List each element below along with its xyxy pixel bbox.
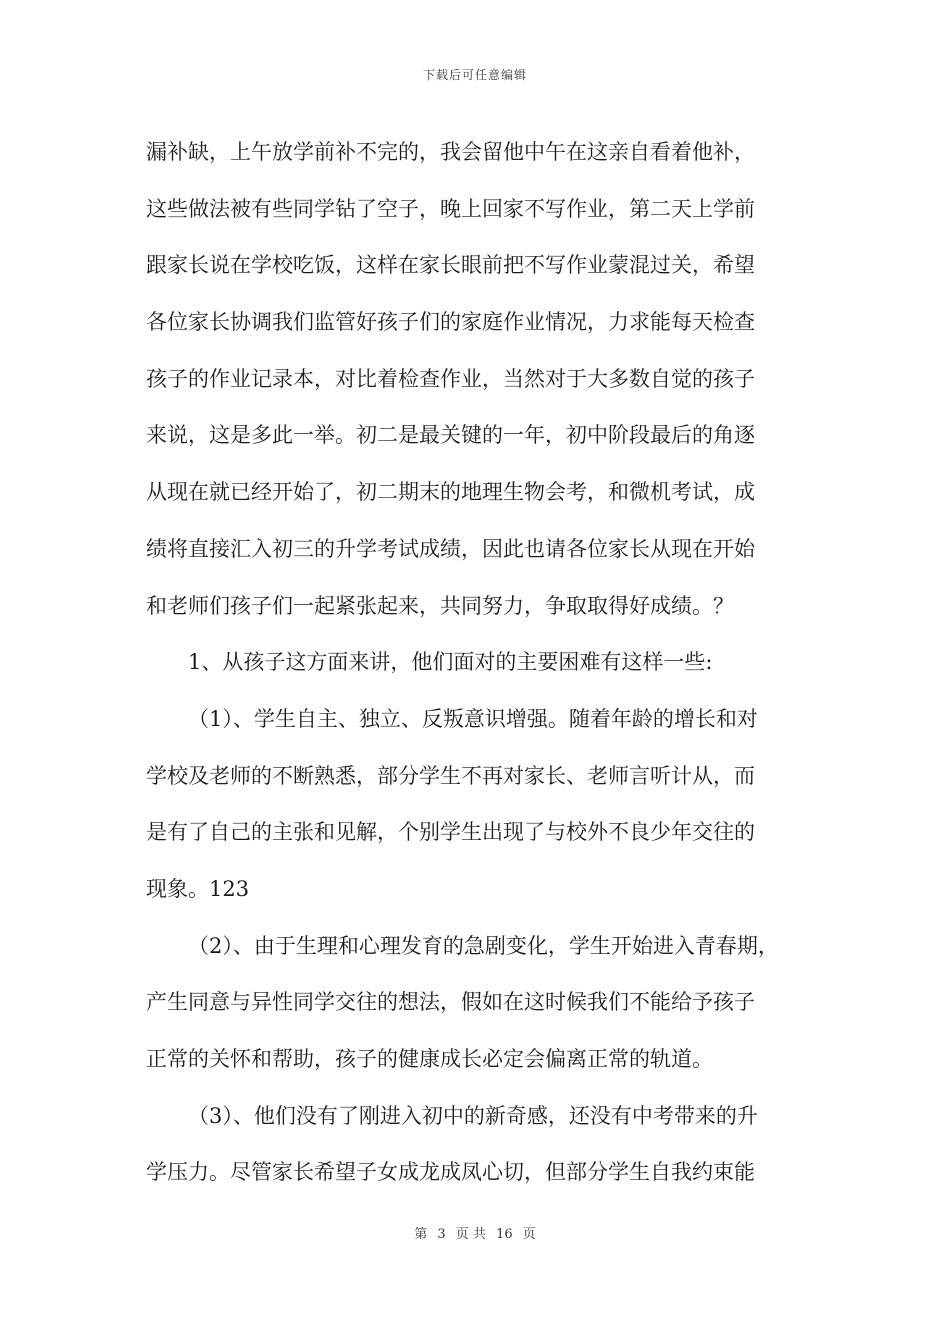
text-line: 是有了自己的主张和见解，个别学生出现了与校外不良少年交往的 xyxy=(146,820,755,845)
section-heading: 1、从孩子这方面来讲，他们面对的主要困难有这样一些: xyxy=(188,650,713,675)
paragraph-start: （1）、学生自主、独立、反叛意识增强。随着年龄的增长和对 xyxy=(188,706,758,731)
text-line: 漏补缺，上午放学前补不完的，我会留他中午在这亲自看着他补， xyxy=(146,140,755,164)
text-line: 产生同意与异性同学交往的想法，假如在这时候我们不能给予孩子 xyxy=(146,990,755,1015)
paragraph-start: （2）、由于生理和心理发育的急剧变化，学生开始进入青春期， xyxy=(188,933,779,958)
text-line: 孩子的作业记录本，对比着检查作业，当然对于大多数自觉的孩子 xyxy=(146,366,755,391)
text-line: 和老师们孩子们一起紧张起来，共同努力，争取取得好成绩。？ xyxy=(146,593,734,618)
text-line: 正常的关怀和帮助，孩子的健康成长必定会偏离正常的轨道。 xyxy=(146,1047,713,1071)
text-line: 现象。123 xyxy=(146,876,250,901)
text-line: 从现在就已经开始了，初二期末的地理生物会考，和微机考试，成 xyxy=(146,480,755,505)
text-line: 这些做法被有些同学钻了空子，晚上回家不写作业，第二天上学前 xyxy=(146,196,755,221)
text-line: 各位家长协调我们监管好孩子们的家庭作业情况，力求能每天检查 xyxy=(146,310,755,335)
paragraph-start: （3）、他们没有了刚进入初中的新奇感，还没有中考带来的升 xyxy=(188,1103,758,1128)
text-line: 来说，这是多此一举。初二是最关键的一年，初中阶段最后的角逐 xyxy=(146,423,755,448)
page-header: 下载后可任意编辑 xyxy=(422,68,527,82)
page-footer xyxy=(0,1223,950,1242)
footer-prefix: 第 xyxy=(414,1227,428,1242)
text-line: 学压力。尽管家长希望子女成龙成凤心切，但部分学生自我约束能 xyxy=(146,1160,755,1185)
text-line: 学校及老师的不断熟悉，部分学生不再对家长、老师言听计从，而 xyxy=(146,763,755,788)
total-page-count: 16 xyxy=(496,1227,513,1242)
text-line: 跟家长说在学校吃饭，这样在家长眼前把不写作业蒙混过关，希望 xyxy=(146,253,755,278)
text-line: 绩将直接汇入初三的升学考试成绩，因此也请各位家长从现在开始 xyxy=(146,536,755,561)
document-body xyxy=(146,132,814,1209)
footer-suffix: 页 xyxy=(522,1227,536,1242)
current-page-number: 3 xyxy=(437,1227,446,1242)
footer-middle: 页 共 xyxy=(455,1227,486,1242)
